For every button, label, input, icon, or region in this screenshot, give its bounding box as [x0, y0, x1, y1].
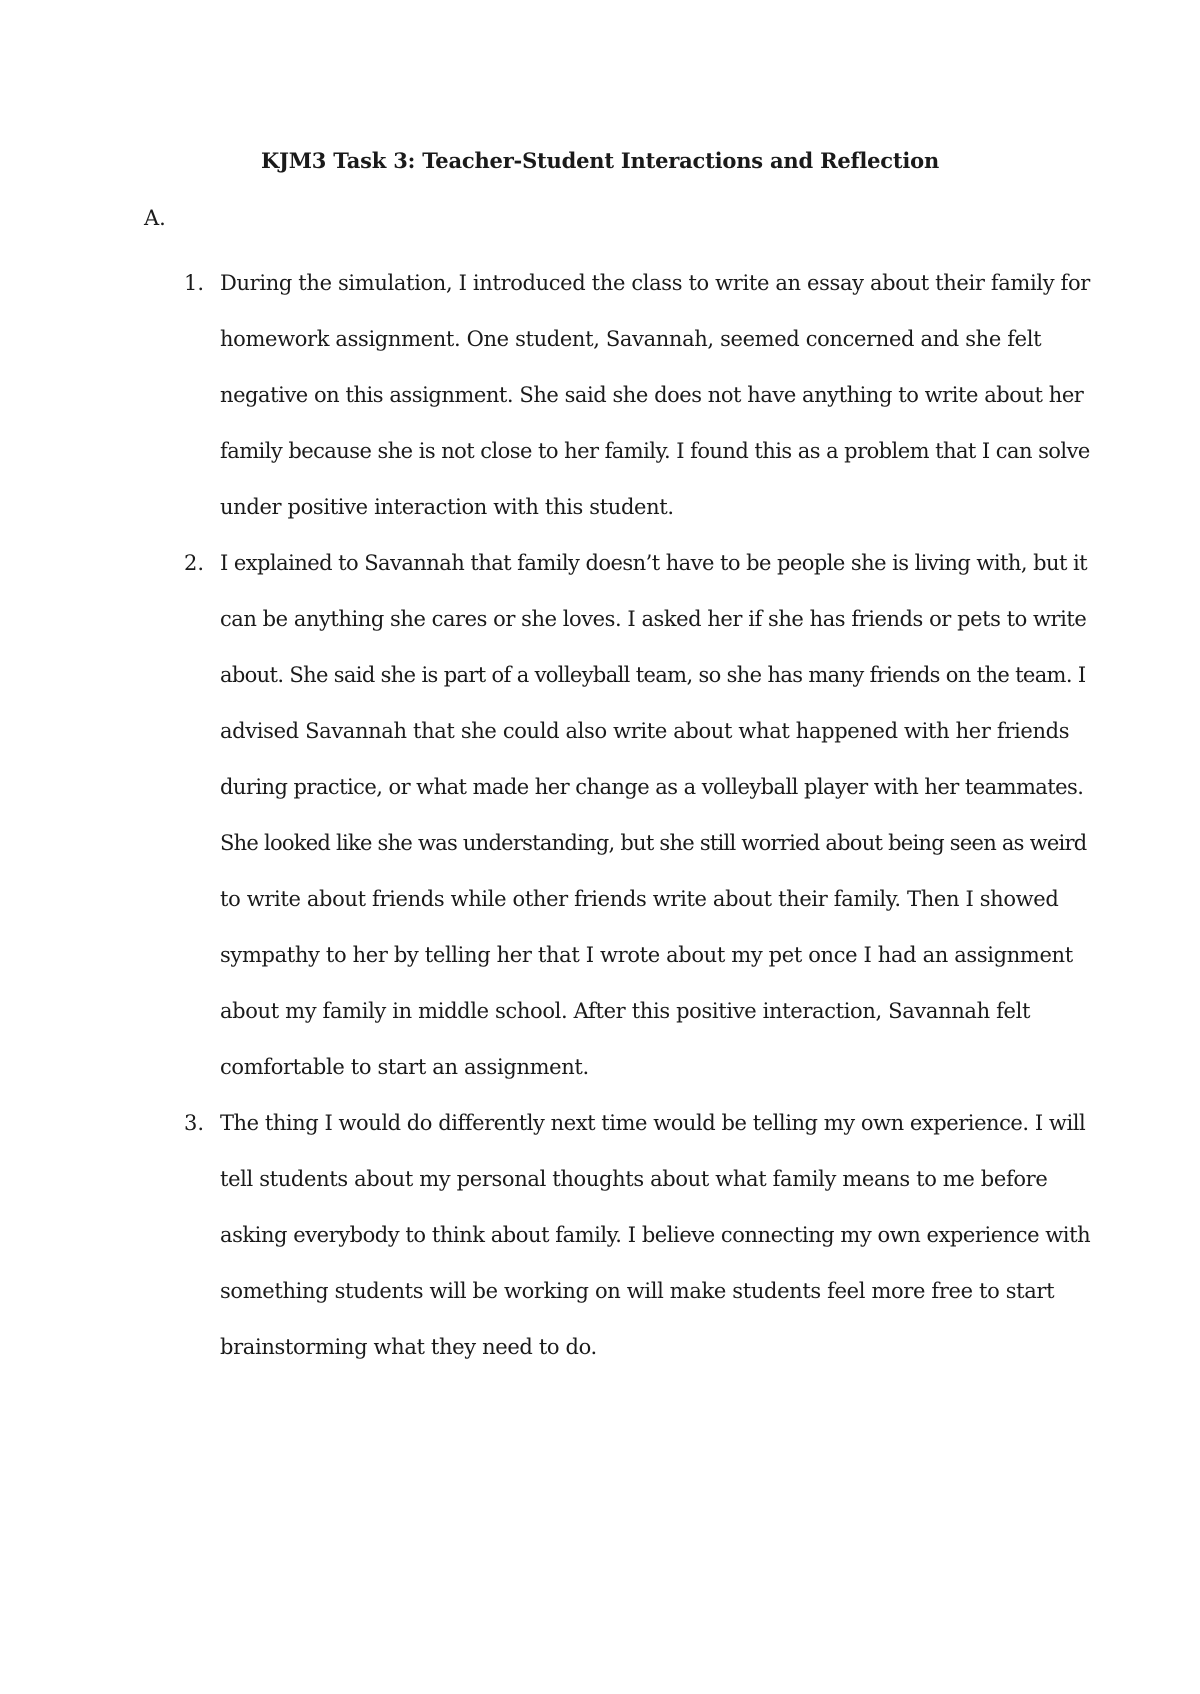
- text-line: She looked like she was understanding, but she still worried about being seen as weird: [220, 831, 1087, 855]
- text-line: The thing I would do differently next time would be telling my own experience. I will: [220, 1111, 1086, 1135]
- text-line: family because she is not close to her family. I found this as a problem that I can solve: [220, 439, 1090, 463]
- text-line: can be anything she cares or she loves. I asked her if she has friends or pets to write: [220, 607, 1087, 631]
- text-line: about my family in middle school. After this positive interaction, Savannah felt: [220, 999, 1031, 1023]
- list-item-number: 2.: [184, 551, 205, 575]
- text-line: comfortable to start an assignment.: [220, 1055, 589, 1079]
- list-item-text: [220, 255, 1090, 535]
- text-line: During the simulation, I introduced the class to write an essay about their family for: [220, 271, 1090, 295]
- text-line: negative on this assignment. She said she does not have anything to write about her: [220, 383, 1084, 407]
- numbered-list: [0, 255, 1200, 1375]
- text-line: asking everybody to think about family. I believe connecting my own experience with: [220, 1223, 1091, 1247]
- list-item-number: 1.: [184, 271, 205, 295]
- text-line: tell students about my personal thoughts about what family means to me before: [220, 1167, 1048, 1191]
- text-line: brainstorming what they need to do.: [220, 1335, 597, 1359]
- list-item-number: 3.: [184, 1111, 205, 1135]
- text-line: during practice, or what made her change as a volleyball player with her teammates.: [220, 775, 1084, 799]
- text-line: something students will be working on will make students feel more free to start: [220, 1279, 1055, 1303]
- text-line: advised Savannah that she could also write about what happened with her friends: [220, 719, 1070, 743]
- text-line: about. She said she is part of a volleyball team, so she has many friends on the team. I: [220, 663, 1086, 687]
- text-line: under positive interaction with this student.: [220, 495, 674, 519]
- section-label: A.: [144, 206, 166, 230]
- text-line: sympathy to her by telling her that I wrote about my pet once I had an assignment: [220, 943, 1073, 967]
- text-line: I explained to Savannah that family doesn’t have to be people she is living with, but it: [220, 551, 1088, 575]
- list-item-text: [220, 1095, 1091, 1375]
- list-item: [0, 1095, 1200, 1375]
- text-line: to write about friends while other friends write about their family. Then I showed: [220, 887, 1059, 911]
- list-item: [0, 535, 1200, 1095]
- text-line: homework assignment. One student, Savannah, seemed concerned and she felt: [220, 327, 1042, 351]
- document-title: KJM3 Task 3: Teacher-Student Interactions and Reflection: [260, 148, 940, 173]
- list-item: [0, 255, 1200, 535]
- list-item-text: [220, 535, 1088, 1095]
